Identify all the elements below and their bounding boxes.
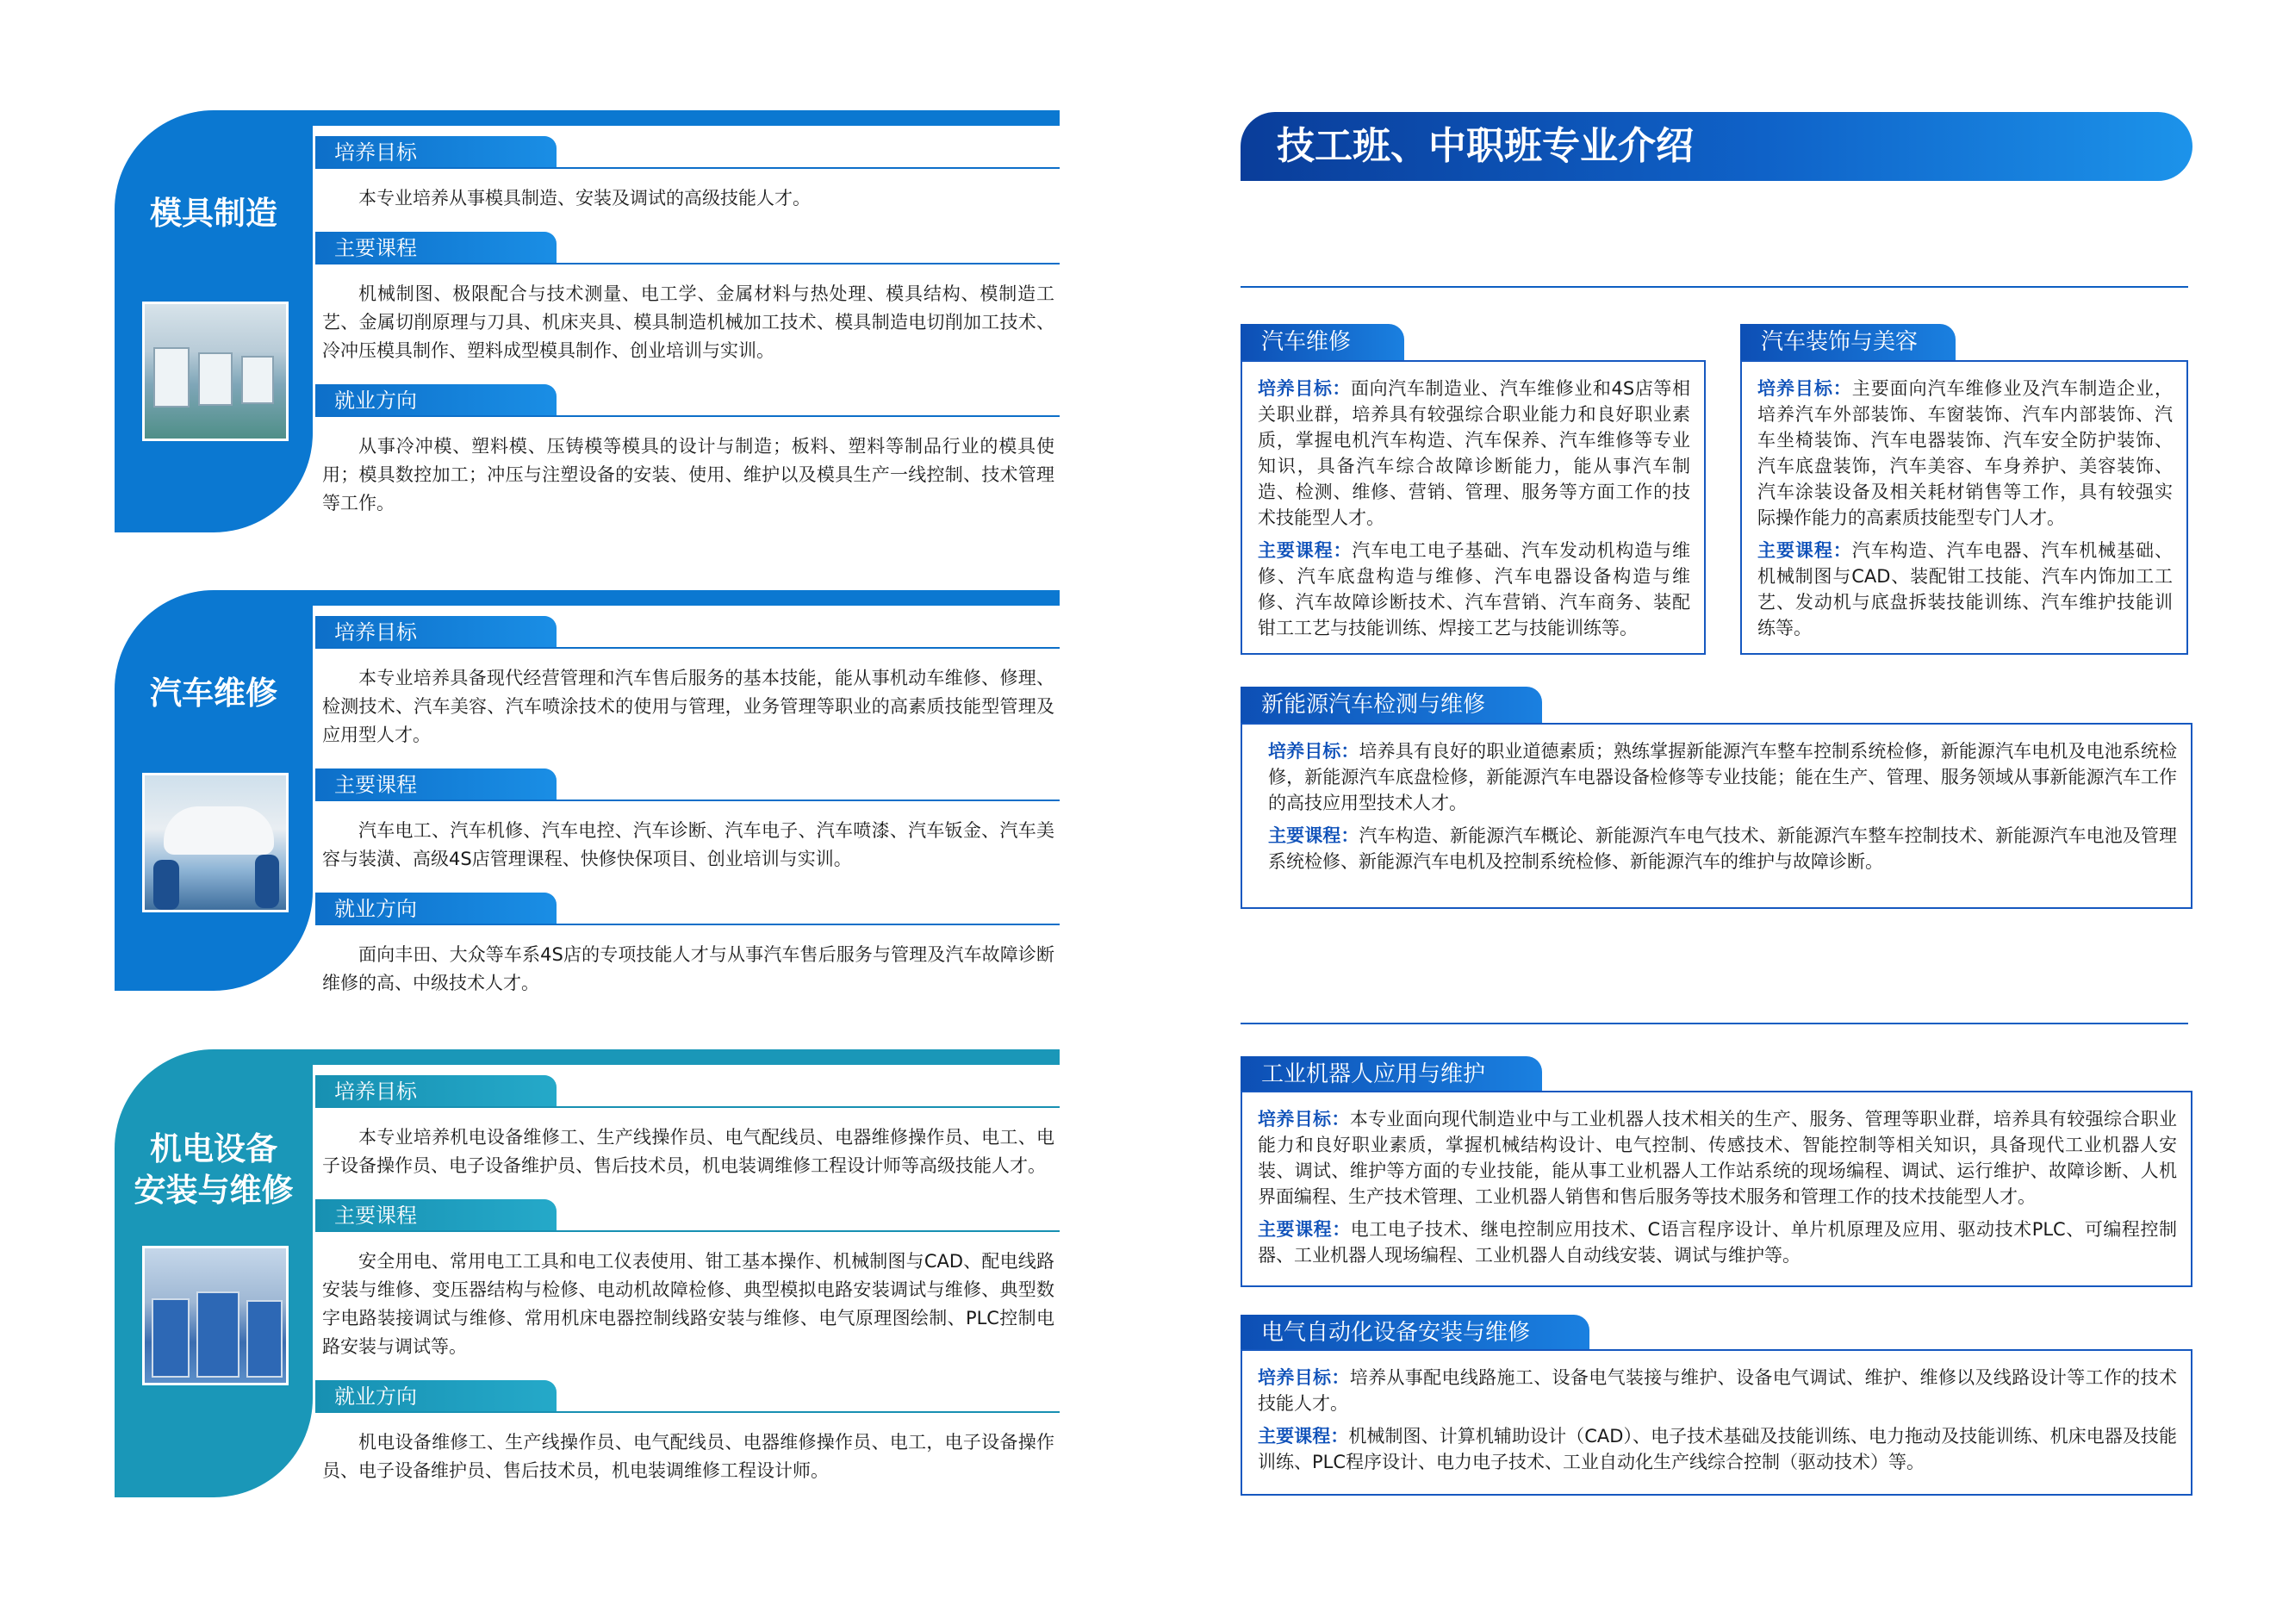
goal-text: 本专业面向现代制造业中与工业机器人技术相关的生产、服务、管理等职业群，培养具有较强综合职业能力和良好职业素质，掌握机械结构设计、电气控制、传感技术、智能控制等相关知识，具备现代工业机器人安装、调试、维护等方面的专业技能，能从事工业机器人工作站系统的现场编程、调试、运行维护、故障诊断、人机界面编程、生产技术管理、工业机器人销售和售后服务等技术服务和管理工作的技术技能型人才。	[1258, 1109, 2177, 1207]
course-text: 汽车构造、汽车电器、汽车机械基础、机械制图与CAD、装配钳工技能、汽车内饰加工工艺、发动机与底盘拆装技能训练、汽车维护技能训练等。	[1757, 540, 2174, 638]
block-text: 面向丰田、大众等车系4S店的专项技能人才与从事汽车售后服务与管理及汽车故障诊断维修的高、中级技术人才。	[322, 944, 1054, 993]
block-heading	[315, 384, 1060, 417]
course-paragraph	[1258, 1216, 2177, 1268]
section-title-line2: 安装与维修	[134, 1172, 294, 1209]
course-text: 汽车构造、新能源汽车概论、新能源汽车电气技术、新能源汽车整车控制技术、新能源汽车电池及管理系统检修、新能源汽车电机及控制系统检修、新能源汽车的维护与故障诊断。	[1268, 825, 2178, 872]
course-paragraph	[1757, 538, 2173, 641]
heading-label: 就业方向	[334, 1384, 417, 1409]
section-content	[315, 1075, 1060, 1504]
course-label: 主要课程：	[1258, 1219, 1351, 1240]
section-title: 模具制造	[150, 195, 277, 232]
tab-auto-repair: 汽车维修	[1241, 324, 1404, 360]
goal-paragraph	[1258, 1365, 2177, 1416]
goal-label: 培养目标：	[1268, 741, 1359, 762]
block-text: 本专业培养从事模具制造、安装及调试的高级技能人才。	[358, 188, 811, 208]
goal-paragraph	[1258, 1106, 2177, 1210]
block-heading	[315, 1075, 1060, 1108]
car-repair-photo	[142, 773, 289, 912]
course-paragraph	[1258, 538, 1690, 641]
section-badge	[115, 110, 313, 532]
goal-label: 培养目标：	[1258, 1367, 1350, 1388]
heading-label: 培养目标	[334, 1080, 417, 1104]
block-heading	[315, 136, 1060, 169]
block-text: 汽车电工、汽车机修、汽车电控、汽车诊断、汽车电子、汽车喷漆、汽车钣金、汽车美容与装潢、高级4S店管理课程、快修快保项目、创业培训与实训。	[322, 820, 1054, 869]
main-title-bar	[1241, 112, 2192, 181]
box-new-energy	[1241, 723, 2192, 909]
section-content	[315, 136, 1060, 537]
box-electrical-automation	[1241, 1349, 2192, 1496]
box-industrial-robot	[1241, 1091, 2192, 1287]
goal-paragraph	[1757, 376, 2173, 531]
block-heading	[315, 1380, 1060, 1413]
course-text: 电工电子技术、继电控制应用技术、C语言程序设计、单片机原理及应用、驱动技术PLC、可编程控制器、工业机器人现场编程、工业机器人自动线安装、调试与维护等。	[1258, 1219, 2178, 1266]
tab-electrical-automation: 电气自动化设备安装与维修	[1241, 1315, 1589, 1351]
goal-text: 面向汽车制造业、汽车维修业和4S店等相关职业群，培养具有较强综合职业能力和良好职业素质，掌握电机汽车构造、汽车保养、汽车维修等专业知识，具备汽车综合故障诊断能力，能从事汽车制造、检测、维修、营销、管理、服务等方面工作的技术技能型人才。	[1258, 378, 1690, 528]
course-label: 主要课程：	[1258, 1426, 1349, 1447]
course-text: 汽车电工电子基础、汽车发动机构造与维修、汽车底盘构造与维修、汽车电器设备构造与维修、汽车故障诊断技术、汽车营销、汽车商务、装配钳工工艺与技能训练、焊接工艺与技能训练等。	[1258, 540, 1691, 638]
section-title-line1: 机电设备	[150, 1130, 277, 1167]
course-text: 机械制图、计算机辅助设计（CAD）、电子技术基础及技能训练、电力拖动及技能训练、机床电器及技能训练、PLC程序设计、电力电子技术、工业自动化生产线综合控制（驱动技术）等。	[1258, 1426, 2177, 1472]
goal-text: 培养从事配电线路施工、设备电气装接与维护、设备电气调试、维护、维修以及线路设计等工作的技术技能人才。	[1258, 1367, 2177, 1414]
block-heading	[315, 232, 1060, 264]
box-auto-repair	[1241, 360, 1706, 655]
block-text: 本专业培养具备现代经营管理和汽车售后服务的基本技能，能从事机动车维修、修理、检测技术、汽车美容、汽车喷涂技术的使用与管理，业务管理等职业的高素质技能型管理及应用型人才。	[322, 668, 1054, 745]
tab-auto-decoration: 汽车装饰与美容	[1740, 324, 1956, 360]
section-top-bar	[218, 110, 1060, 126]
section-title: 汽车维修	[150, 675, 277, 712]
section-content	[315, 616, 1060, 1017]
section-electromechanical	[115, 1049, 1060, 1497]
block-text: 机电设备维修工、生产线操作员、电气配线员、电器维修操作员、电工，电子设备操作员、电子设备维护员、售后技术员，机电装调维修工程设计师。	[322, 1432, 1054, 1481]
heading-label: 主要课程	[334, 1204, 417, 1228]
box-auto-decoration	[1740, 360, 2188, 655]
course-paragraph	[1258, 1423, 2177, 1475]
section-top-bar	[218, 1049, 1060, 1065]
goal-label: 培养目标：	[1258, 1109, 1350, 1129]
heading-label: 主要课程	[334, 236, 417, 260]
heading-label: 培养目标	[334, 140, 417, 165]
section-mold-manufacturing	[115, 110, 1060, 532]
block-text: 安全用电、常用电工工具和电工仪表使用、钳工基本操作、机械制图与CAD、配电线路安装与维修、变压器结构与检修、电动机故障检修、典型模拟电路安装调试与维修、典型数字电路装接调试与维修、常用机床电器控制线路安装与维修、电气原理图绘制、PLC控制电路安装与调试等。	[322, 1251, 1054, 1357]
goal-label: 培养目标：	[1757, 378, 1852, 399]
heading-label: 主要课程	[334, 773, 417, 797]
block-heading	[315, 616, 1060, 649]
block-heading	[315, 768, 1060, 801]
block-text: 本专业培养机电设备维修工、生产线操作员、电气配线员、电器维修操作员、电工、电子设备操作员、电子设备维护员、售后技术员，机电装调维修工程设计师等高级技能人才。	[322, 1127, 1054, 1176]
tab-industrial-robot: 工业机器人应用与维护	[1241, 1056, 1542, 1092]
heading-label: 培养目标	[334, 620, 417, 644]
section-badge	[115, 590, 313, 991]
goal-label: 培养目标：	[1258, 378, 1352, 399]
goal-paragraph	[1258, 376, 1690, 531]
heading-label: 就业方向	[334, 389, 417, 413]
goal-text: 主要面向汽车维修业及汽车制造企业，培养汽车外部装饰、车窗装饰、汽车内部装饰、汽车坐椅装饰、汽车电器装饰、汽车安全防护装饰、汽车底盘装饰，汽车美容、车身养护、美容装饰、汽车涂装设备及相关耗材销售等工作，具有较强实际操作能力的高素质技能型专门人才。	[1757, 378, 2174, 528]
goal-paragraph	[1268, 738, 2177, 816]
course-label: 主要课程：	[1268, 825, 1359, 846]
block-heading	[315, 893, 1060, 925]
course-label: 主要课程：	[1757, 540, 1852, 561]
electromechanical-lab-photo	[142, 1246, 289, 1385]
heading-label: 就业方向	[334, 897, 417, 921]
goal-text: 培养具有良好的职业道德素质；熟练掌握新能源汽车整车控制系统检修，新能源汽车电机及电池系统检修，新能源汽车底盘检修，新能源汽车电器设备检修等专业技能；能在生产、管理、服务领域从事新能源汽车工作的高技应用型技术人才。	[1268, 741, 2178, 813]
course-paragraph	[1268, 823, 2177, 874]
tab-new-energy: 新能源汽车检测与维修	[1241, 687, 1542, 723]
section-badge	[115, 1049, 313, 1497]
divider	[1241, 1023, 2188, 1024]
section-top-bar	[218, 590, 1060, 606]
divider	[1241, 286, 2188, 288]
course-label: 主要课程：	[1258, 540, 1353, 561]
block-text: 从事冷冲模、塑料模、压铸模等模具的设计与制造；板料、塑料等制品行业的模具使用；模具数控加工；冲压与注塑设备的安装、使用、维护以及模具生产一线控制、技术管理等工作。	[322, 436, 1054, 513]
block-heading	[315, 1199, 1060, 1232]
section-auto-repair	[115, 590, 1060, 991]
page-title: 技工班、中职班专业介绍	[1277, 124, 1694, 168]
mold-workshop-photo	[142, 302, 289, 441]
block-text: 机械制图、极限配合与技术测量、电工学、金属材料与热处理、模具结构、模制造工艺、金属切削原理与刀具、机床夹具、模具制造机械加工技术、模具制造电切削加工技术、冷冲压模具制作、塑料成型模具制作、创业培训与实训。	[322, 283, 1054, 361]
